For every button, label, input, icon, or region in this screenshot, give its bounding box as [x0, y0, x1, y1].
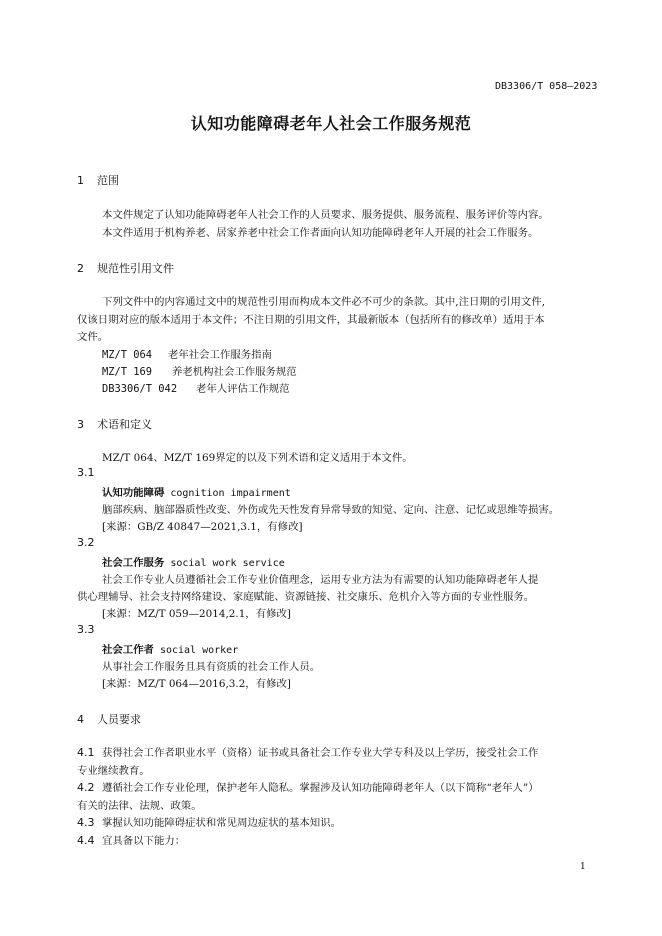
term-definition: 供心理辅导、社会支持网络建设、家庭赋能、资源链接、社交康乐、危机介入等方面的专业性服务。 — [77, 591, 535, 603]
reference-title: 老年社会工作服务指南 — [168, 349, 272, 361]
document-title: 认知功能障碍老年人社会工作服务规范 — [190, 114, 472, 133]
section-number: 2 — [77, 262, 84, 275]
paragraph: 本文件规定了认知功能障碍老年人社会工作的人员要求、服务提供、服务流程、服务评价等内容。 — [102, 209, 549, 221]
paragraph: 本文件适用于机构养老、居家养老中社会工作者面向认知功能障碍老年人开展的社会工作服务。 — [102, 227, 539, 239]
term-heading — [102, 554, 285, 569]
clause — [77, 832, 185, 847]
clause — [77, 744, 538, 759]
section-1-heading — [77, 172, 119, 188]
term-en: social worker — [159, 645, 239, 656]
clause-text-continued: 有关的法律、法规、政策。 — [77, 800, 202, 812]
section-number: 1 — [77, 174, 84, 187]
term-en: social work service — [170, 558, 285, 569]
term-source: [来源：MZ/T 059—2014,2.1，有修改] — [102, 608, 291, 620]
paragraph-line: 仅该日期对应的版本适用于本文件；不注日期的引用文件，其最新版本（包括所有的修改单）适用于本 — [77, 314, 545, 326]
reference-code: MZ/T 169 — [102, 366, 153, 378]
term-definition: 从事社会工作服务且具有资质的社会工作人员。 — [102, 661, 321, 673]
term-zh: 认知功能障碍 — [102, 487, 165, 499]
clause-text: 宜具备以下能力： — [102, 835, 186, 847]
clause-number: 4.3 — [77, 816, 95, 829]
paragraph: MZ/T 064、MZ/T 169界定的以及下列术语和定义适用于本文件。 — [102, 452, 413, 464]
section-title: 人员要求 — [97, 713, 141, 726]
term-heading — [102, 641, 238, 656]
clause-number: 4.4 — [77, 834, 95, 847]
section-title: 范围 — [97, 174, 119, 187]
section-title: 术语和定义 — [97, 418, 152, 431]
term-number: 3.1 — [77, 466, 95, 479]
paragraph-line: 文件。 — [77, 331, 109, 343]
section-title: 规范性引用文件 — [97, 262, 174, 275]
reference-title: 养老机构社会工作服务规范 — [172, 366, 297, 378]
section-4-heading — [77, 711, 141, 727]
clause-number: 4.2 — [77, 781, 95, 794]
reference-code: MZ/T 064 — [102, 349, 153, 361]
page-number: 1 — [580, 862, 586, 872]
reference-code: DB3306/T 042 — [102, 383, 178, 395]
clause-text-continued: 专业继续教育。 — [77, 765, 150, 777]
standard-code: DB3306/T 058—2023 — [495, 81, 598, 92]
clause-number: 4.1 — [77, 746, 95, 759]
term-zh: 社会工作服务 — [102, 557, 165, 569]
reference-title: 老年人评估工作规范 — [196, 383, 290, 395]
reference-item — [102, 346, 272, 361]
clause-text: 获得社会工作者职业水平（资格）证书或具备社会工作专业大学专科及以上学历，接受社会工作 — [102, 747, 539, 759]
clause — [77, 779, 539, 794]
reference-item — [102, 380, 290, 395]
term-number: 3.2 — [77, 536, 95, 549]
term-heading — [102, 484, 291, 499]
term-definition: 脑部疾病、脑部器质性改变、外伤或先天性发育异常导致的知觉、定向、注意、记忆或思维等损害。 — [102, 504, 560, 516]
clause-text: 掌握认知功能障碍症状和常见周边症状的基本知识。 — [102, 817, 341, 829]
paragraph-line: 下列文件中的内容通过文中的规范性引用而构成本文件必不可少的条款。其中,注日期的引用文件, — [102, 296, 546, 308]
section-number: 3 — [77, 418, 84, 431]
term-source: [来源：GB/Z 40847—2021,3.1，有修改] — [102, 521, 303, 533]
term-number: 3.3 — [77, 623, 95, 636]
term-definition: 社会工作专业人员遵循社会工作专业价值理念，运用专业方法为有需要的认知功能障碍老年人提 — [102, 574, 539, 586]
section-number: 4 — [77, 713, 84, 726]
section-2-heading — [77, 260, 174, 276]
term-source: [来源：MZ/T 064—2016,3.2，有修改] — [102, 678, 291, 690]
clause — [77, 814, 341, 829]
reference-item — [102, 363, 297, 378]
section-3-heading — [77, 416, 152, 432]
term-zh: 社会工作者 — [102, 644, 154, 656]
term-en: cognition impairment — [170, 488, 291, 499]
clause-text: 遵循社会工作专业伦理，保护老年人隐私。掌握涉及认知功能障碍老年人（以下简称“老年人”） — [102, 782, 539, 794]
